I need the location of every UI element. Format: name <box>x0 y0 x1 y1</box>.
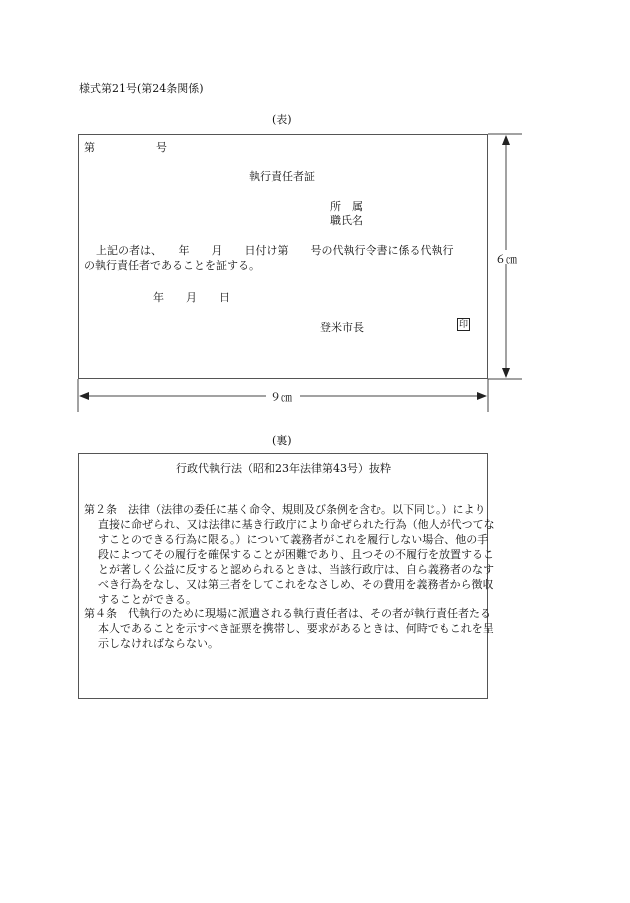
card-number-suffix: 号 <box>156 141 167 154</box>
form-number: 様式第21号(第24条関係) <box>79 82 204 95</box>
seal-stamp: 印 <box>458 320 468 330</box>
front-side-label: (表) <box>272 113 292 126</box>
article-2: 第２条 法律（法律の委任に基く命令、規則及び条例を含む。以下同じ。）により直接に命ぜられ、又は法律に基き行政庁により命ぜられた行為（他人が代つてなすことのできる行為に限る。）について義務者がこれを履行しない場合、他の手段によつてその履行を確保することが困難であり、且つその不履行を放置することが著しく公益に反すると認められるときは、当該行政庁は、自ら義務者のなすべき行為をなし、又は第三者をしてこれをなさしめ、その費用を義務者から徴収することができる。 <box>84 503 495 606</box>
article-4: 第４条 代執行のために現場に派遣される執行責任者は、その者が執行責任者たる本人であることを示すべき証票を携帯し、要求があるときは、何時でもこれを呈示しなければならない。 <box>84 607 494 650</box>
law-excerpt-title: 行政代執行法（昭和23年法律第43号）抜粋 <box>176 462 391 475</box>
certification-line-2: の執行責任者であることを証する。 <box>84 259 260 272</box>
affiliation-label: 所 属 <box>330 200 363 213</box>
back-side-label: (裏) <box>272 434 292 447</box>
issuer-title: 登米市長 <box>320 321 364 334</box>
width-dimension-label: ９㎝ <box>270 391 292 404</box>
card-number-prefix: 第 <box>84 141 95 154</box>
issue-date: 年 月 日 <box>153 291 230 304</box>
certification-line-1: 上記の者は、 年 月 日付け第 号の代執行令書に係る代執行 <box>96 244 454 257</box>
height-dimension-label: ６㎝ <box>495 253 517 266</box>
name-label: 職氏名 <box>330 214 363 227</box>
card-title: 執行責任者証 <box>249 170 315 183</box>
